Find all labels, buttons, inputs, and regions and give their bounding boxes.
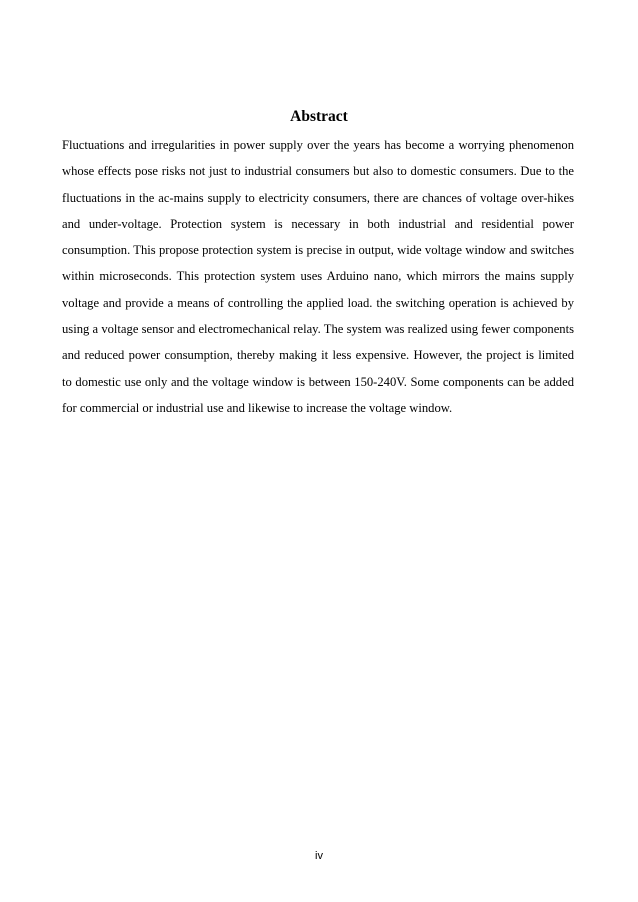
abstract-line: fluctuations in the ac-mains supply to electricity consumers, there are chances of voltage over-hikes [62, 190, 574, 205]
abstract-body [62, 136, 574, 425]
abstract-line: and reduced power consumption, thereby making it less expensive. However, the project is limited [62, 348, 574, 363]
abstract-line: voltage and provide a means of controlling the applied load. the switching operation is achieved by [62, 295, 574, 310]
abstract-line: using a voltage sensor and electromechanical relay. The system was realized using fewer components [62, 322, 574, 337]
abstract-line: consumption. This propose protection system is precise in output, wide voltage window and switches [62, 243, 574, 258]
abstract-line: for commercial or industrial use and likewise to increase the voltage window. [62, 400, 453, 415]
page-number: iv [315, 850, 323, 862]
abstract-line: to domestic use only and the voltage window is between 150-240V. Some components can be added [62, 374, 574, 389]
abstract-heading: Abstract [290, 108, 348, 125]
abstract-line: within microseconds. This protection system uses Arduino nano, which mirrors the mains supply [62, 269, 574, 284]
abstract-line: and under-voltage. Protection system is necessary in both industrial and residential power [62, 216, 574, 231]
abstract-line: whose effects pose risks not just to industrial consumers but also to domestic consumers. Due to the [62, 164, 574, 179]
abstract-line: Fluctuations and irregularities in power supply over the years has become a worrying phenomenon [62, 138, 574, 152]
